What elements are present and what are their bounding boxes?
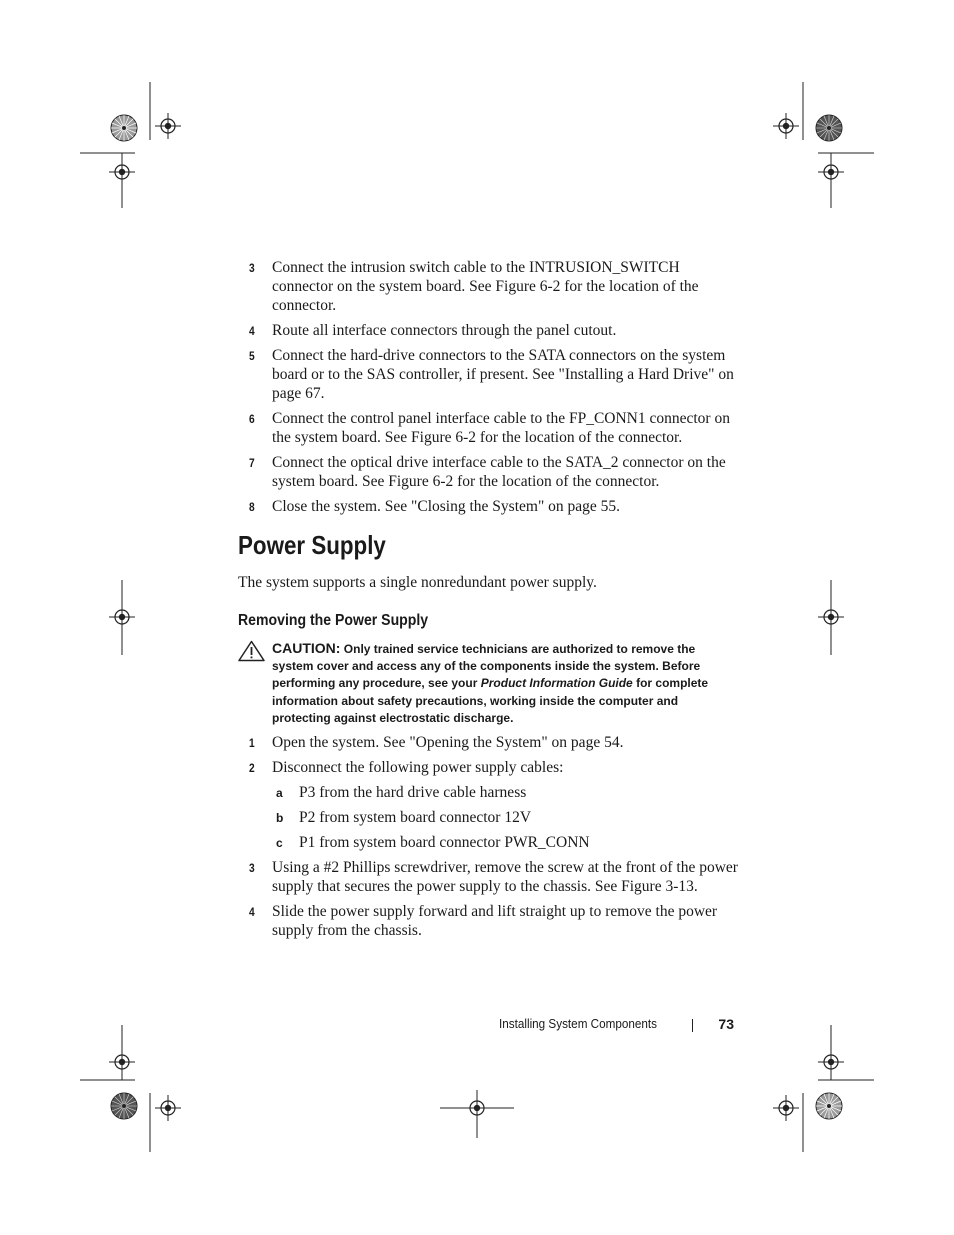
step-text: Using a #2 Phillips screwdriver, remove the screw at the front of the power supply that secures the power supply to the chassis. See Figure 3-13.	[272, 859, 738, 896]
substep-text: P2 from system board connector 12V	[299, 809, 532, 827]
list-item	[238, 858, 738, 896]
step-number: 3	[249, 861, 255, 876]
substep-text: P3 from the hard drive cable harness	[299, 784, 527, 802]
list-subitem	[238, 783, 738, 802]
step-number: 5	[249, 349, 255, 363]
step-text: Connect the hard-drive connectors to the SATA connectors on the system board or to the SAS controller, if present. See "Installing a Hard Drive" on page 67.	[272, 347, 734, 402]
list-item	[238, 497, 738, 516]
step-text: Disconnect the following power supply cables:	[272, 759, 564, 777]
footer-divider	[692, 1019, 693, 1032]
list-item	[238, 902, 738, 940]
step-number: 3	[249, 261, 255, 275]
section-title: Power Supply	[238, 530, 386, 560]
step-text: Connect the intrusion switch cable to the INTRUSION_SWITCH connector on the system board. See Figure 6-2 for the location of the connector.	[272, 259, 699, 314]
subsection-title: Removing the Power Supply	[238, 612, 429, 629]
list-item	[238, 453, 738, 491]
substep-letter: a	[276, 786, 283, 801]
step-text: Slide the power supply forward and lift straight up to remove the power supply from the chassis.	[272, 903, 718, 940]
list-item	[238, 258, 738, 315]
footer-chapter-title: Installing System Components	[499, 1016, 658, 1031]
caution-notice	[238, 640, 738, 727]
step-text: Connect the control panel interface cable to the FP_CONN1 connector on the system board. See Figure 6-2 for the location of the connector.	[272, 410, 730, 446]
list-item	[238, 758, 738, 777]
list-subitem	[238, 833, 738, 852]
caution-label: CAUTION:	[272, 640, 341, 656]
page-footer	[499, 1015, 737, 1035]
step-text: Close the system. See "Closing the System" on page 55.	[272, 498, 621, 515]
step-text: Connect the optical drive interface cable to the SATA_2 connector on the system board. See Figure 6-2 for the location of the connector.	[272, 454, 726, 490]
list-item	[238, 346, 738, 403]
caution-emphasis: Product Information Guide	[480, 676, 633, 691]
steps-list-top	[238, 258, 738, 516]
step-number: 6	[249, 412, 255, 426]
section-intro: The system supports a single nonredundant power supply.	[238, 574, 597, 591]
substep-text: P1 from system board connector PWR_CONN	[299, 834, 590, 852]
list-subitem	[238, 808, 738, 827]
step-number: 7	[249, 456, 255, 470]
list-item	[238, 409, 738, 447]
step-number: 4	[249, 905, 255, 920]
step-number: 8	[249, 500, 255, 514]
step-number: 1	[249, 736, 255, 751]
list-item	[238, 321, 738, 340]
step-number: 4	[249, 324, 255, 338]
list-item	[238, 733, 738, 752]
steps-list-remove	[238, 733, 738, 940]
caution-text: Only trained service technicians are authorized to remove the system cover and access any of the components inside the system. Before performing any procedure, see your	[272, 642, 701, 691]
page-content	[238, 258, 738, 940]
step-text: Route all interface connectors through the panel cutout.	[272, 322, 617, 339]
step-number: 2	[249, 761, 255, 776]
caution-text-end: for complete information about safety precautions, working inside the computer and protecting against electrostatic discharge.	[272, 676, 709, 725]
step-text: Open the system. See "Opening the System" on page 54.	[272, 734, 624, 752]
warning-triangle-icon	[238, 640, 265, 667]
substep-letter: c	[276, 836, 283, 851]
substep-letter: b	[276, 811, 284, 826]
page-number: 73	[718, 1016, 734, 1032]
